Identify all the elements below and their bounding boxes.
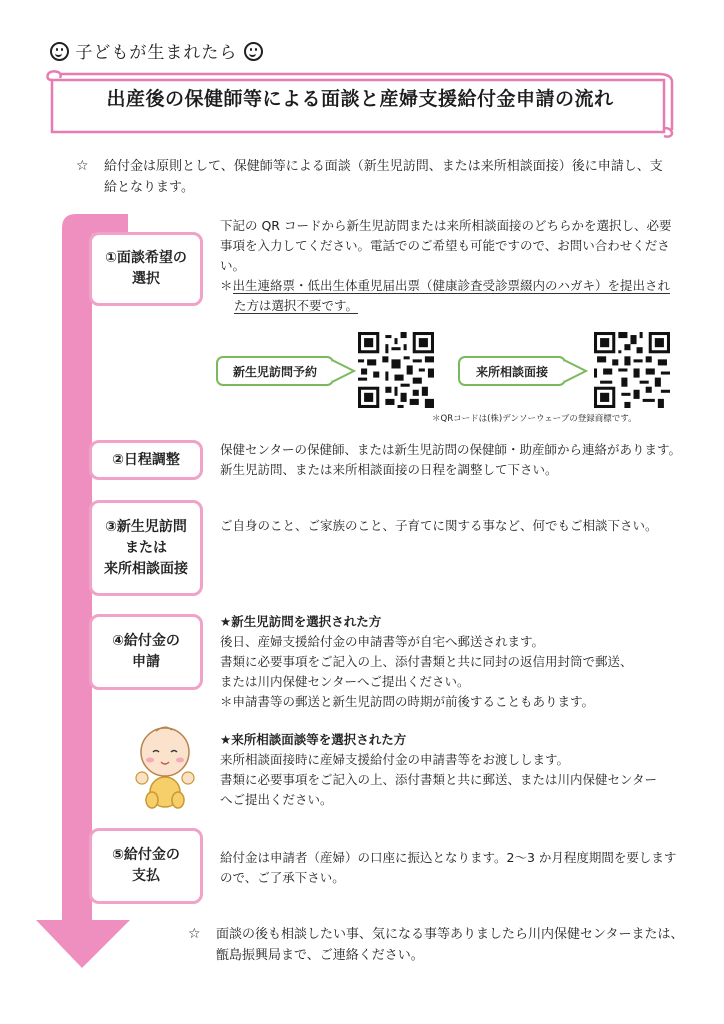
section-heading: ★来所相談面談等を選択された方 [220, 732, 407, 747]
qr-trademark-note: ＊QRコードは(株)デンソーウェーブの登録商標です。 [432, 414, 637, 424]
baby-illustration [128, 722, 202, 810]
section-line: 後日、産婦支援給付金の申請書等が自宅へ郵送されます。 [220, 634, 545, 649]
step-5-box: ⑤給付金の 支払 [89, 828, 203, 904]
step-5-text: 給付金は申請者（産婦）の口座に振込となります。2～3 か月程度期間を要しますので、ご了承下さい。 [220, 850, 677, 885]
header-subtitle: 子どもが生まれたら [75, 43, 238, 63]
qr-code-icon[interactable] [358, 332, 434, 408]
intro-note-text: 給付金は原則として、保健師等による面談（新生児訪問、または来所相談面接）後に申請し、支給となります。 [104, 159, 663, 195]
section-line: へご提出ください。 [220, 792, 333, 807]
note-asterisk: ＊ [220, 278, 233, 293]
star-icon: ☆ [188, 926, 201, 942]
step-3-box: ③新生児訪問 または 来所相談面接 [89, 500, 203, 596]
section-line: 書類に必要事項をご記入の上、添付書類と共に同封の返信用封筒で郵送、 [220, 654, 633, 669]
step-1-description: 下記の QR コードから新生児訪問または来所相談面接のどちらかを選択し、必要事項を入力してください。電話でのご希望も可能ですので、お問い合わせください。 [220, 218, 672, 273]
step-4-box: ④給付金の 申請 [89, 614, 203, 690]
step-1-box: ①面談希望の 選択 [89, 232, 203, 306]
step-3-text: ご自身のこと、ご家族のこと、子育てに関する事など、何でもご相談下さい。 [220, 518, 658, 533]
qr-link-shinseiji-houmon[interactable]: 新生児訪問予約 [216, 356, 334, 386]
section-heading: ★新生児訪問を選択された方 [220, 614, 382, 629]
footer-note-text: 面談の後も相談したい事、気になる事等ありましたら川内保健センターまたは、甑島振興局まで、ご連絡ください。 [216, 927, 684, 963]
qr-link-raisho-soudan[interactable]: 来所相談面接 [458, 356, 566, 386]
section-line: または川内保健センターへご提出ください。 [220, 674, 470, 689]
step-1-text [220, 216, 682, 316]
qr-code-icon[interactable] [594, 332, 670, 408]
step-4-section-1 [220, 612, 690, 712]
speech-tail-icon [564, 356, 588, 386]
star-icon: ☆ [76, 158, 89, 174]
step-2-text: 保健センターの保健師、または新生児訪問の保健師・助産師から連絡があります。新生児訪問、または来所相談面接の日程を調整して下さい。 [220, 442, 682, 477]
step-4-section-2 [220, 730, 690, 810]
section-line: 書類に必要事項をご記入の上、添付書類と共に郵送、または川内保健センター [220, 772, 658, 787]
step-1-note-text: 出生連絡票・低出生体重児届出票（健康診査受診票綴内のハガキ）を提出された方は選択不要です。 [232, 278, 671, 313]
page-title: 出産後の保健師等による面談と産婦支援給付金申請の流れ [106, 88, 614, 110]
section-line: 来所相談面接時に産婦支援給付金の申請書等をお渡しします。 [220, 752, 570, 767]
step-1-note [220, 276, 682, 316]
step-2-box: ②日程調整 [89, 440, 203, 480]
speech-tail-icon [332, 356, 356, 386]
section-line: ＊申請書等の郵送と新生児訪問の時期が前後することもあります。 [220, 694, 595, 709]
footer-note [188, 924, 686, 966]
